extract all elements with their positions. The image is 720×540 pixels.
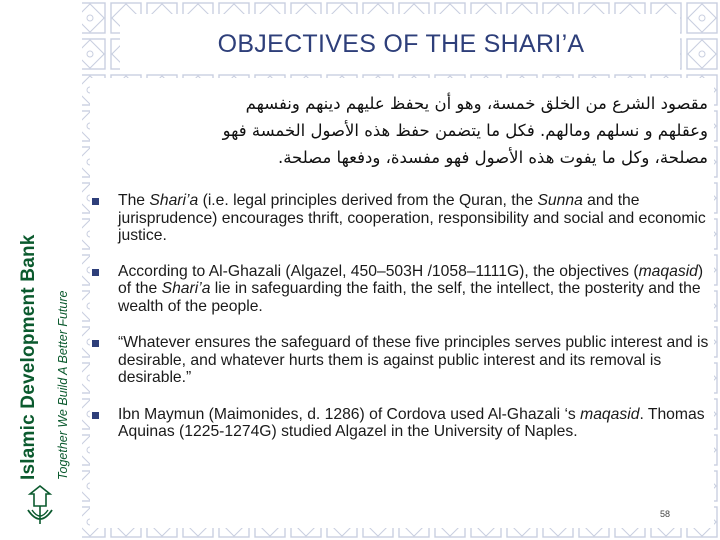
organization-tagline: Together We Build A Better Future bbox=[56, 290, 70, 480]
arabic-line: مصلحة، وكل ما يفوت هذه الأصول فهو مفسدة، ودفعها مصلحة. bbox=[277, 148, 708, 167]
slide-title: OBJECTIVES OF THE SHARI’A bbox=[217, 30, 585, 58]
sidebar-branding bbox=[0, 0, 82, 540]
bullet-item: “Whatever ensures the safeguard of these five principles serves public interest and is desirable, and whatever hurts them is against public interest and its removal is desirable.” bbox=[92, 334, 712, 387]
arabic-line: مقصود الشرع من الخلق خمسة، وهو أن يحفظ عليهم دينهم ونفسهم bbox=[245, 94, 708, 113]
page-number: 58 bbox=[660, 509, 671, 519]
bullet-list bbox=[92, 192, 712, 441]
bullet-item: The Shari’a (i.e. legal principles derived from the Quran, the Sunna and the jurisprudence) encourages thrift, cooperation, responsibility and social and economic justice. bbox=[92, 192, 712, 245]
square-bullet-icon bbox=[92, 340, 99, 347]
idb-logo-icon bbox=[20, 484, 60, 530]
square-bullet-icon bbox=[92, 412, 99, 419]
arabic-quote bbox=[96, 90, 708, 171]
arabic-line: وعقلهم و نسلهم ومالهم. فكل ما يتضمن حفظ هذه الأصول الخمسة فهو bbox=[222, 121, 708, 140]
bullet-item: Ibn Maymun (Maimonides, d. 1286) of Cordova used Al-Ghazali ‘s maqasid. Thomas Aquinas (1225-1274G) studied Algazel in the University of Naples. bbox=[92, 406, 712, 441]
bullet-item: According to Al-Ghazali (Algazel, 450–503H /1058–1111G), the objectives (maqasid) of the Shari’a lie in safeguarding the faith, the self, the intellect, the posterity and the wealth of the people. bbox=[92, 263, 712, 316]
square-bullet-icon bbox=[92, 269, 99, 276]
square-bullet-icon bbox=[92, 198, 99, 205]
organization-name: Islamic Development Bank bbox=[18, 234, 39, 480]
